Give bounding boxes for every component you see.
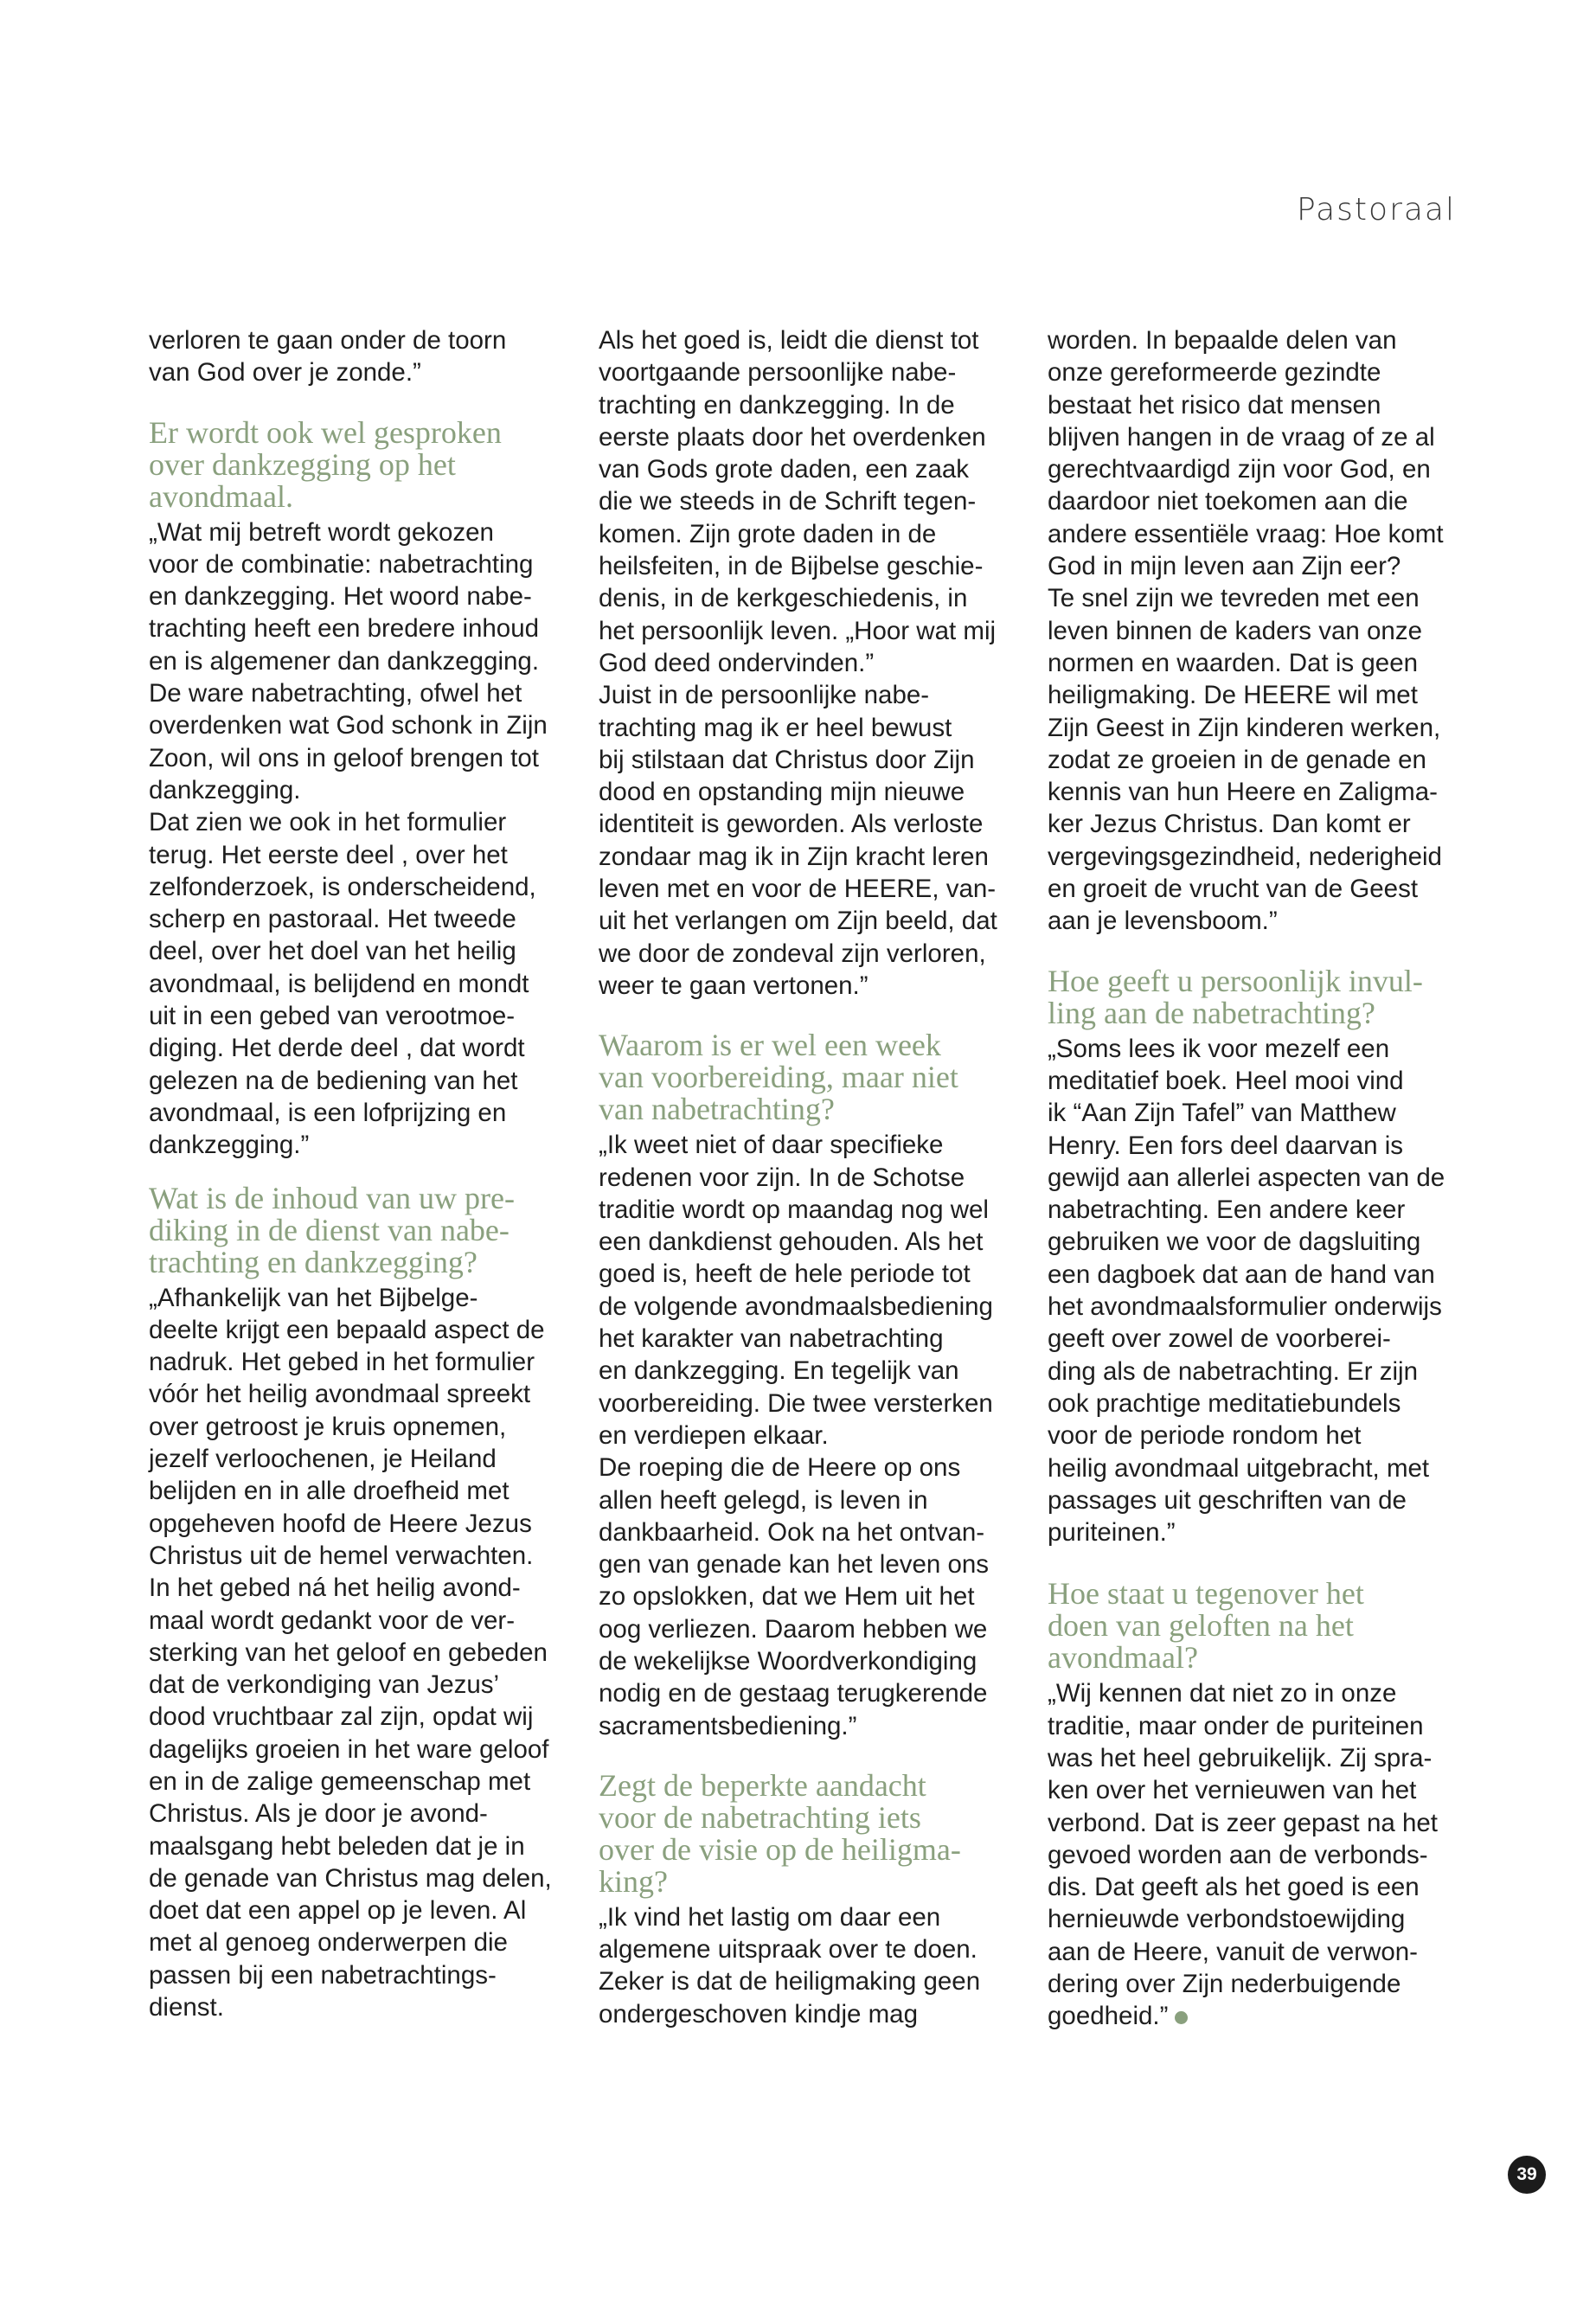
section-question-heading: Waarom is er wel een week van voorbereiding, maar niet van nabetrachting? (599, 1028, 958, 1127)
section-question-heading: Hoe staat u tegenover het doen van geloften na het avondmaal? (1048, 1576, 1364, 1676)
section-question-heading: Wat is de inhoud van uw pre- diking in de dienst van nabe- trachting en dankzegging? (149, 1180, 515, 1279)
body-text: „Afhankelijk van het Bijbelge- deelte krijgt een bepaald aspect de nadruk. Het gebed in het formulier vóór het heilig avondmaal spreekt over getroost je kruis opnemen, jezelf verloochenen, je Heiland belijden en in alle droefheid met opgeheven hoofd de Heere Jezus Christus uit de hemel verwachten. In het gebed ná het heilig avond- maal wordt gedankt voor de ver- sterking van het geloof en gebeden dat de verkondiging van Jezus’ dood vruchtbaar zal zijn, opdat wij dagelijks groeien in het ware geloof en in de zalige gemeenschap met Christus. Als je door je avond- maalsgang hebt beleden dat je in de genade van Christus mag delen, doet dat een appel op je leven. Al met al genoeg onderwerpen die passen bij een nabetrachtings- dienst. (149, 1283, 552, 2022)
body-text: worden. In bepaalde delen van onze gereformeerde gezindte bestaat het risico dat mensen blijven hangen in de vraag of ze al gerechtvaardigd zijn voor God, en daardoor niet toekomen aan die andere essentiële vraag: Hoe komt God in mijn leven aan Zijn eer? Te snel zijn we tevreden met een leven binnen de kaders van onze normen en waarden. Dat is geen heiligmaking. De HEERE wil met Zijn Geest in Zijn kinderen werken, zodat ze groeien in de genade en kennis van hun Heere en Zaligma- ker Jezus Christus. Dan komt er vergevingsgezindheid, nederigheid en groeit de vrucht van de Geest aan je levensboom.” (1048, 326, 1444, 936)
body-text: „Ik vind het lastig om daar een algemene uitspraak over te doen. Zeker is dat de heiligmaking geen ondergeschoven kindje mag (599, 1902, 981, 2029)
article-column-2 (599, 324, 1010, 2030)
section-label: Pastoraal (1297, 192, 1456, 228)
body-paragraph (149, 324, 560, 389)
body-paragraph (1048, 1677, 1463, 2032)
body-paragraph (599, 1901, 1010, 2030)
section-question-heading: Zegt de beperkte aandacht voor de nabetrachting iets over de visie op de heiligma- king? (599, 1767, 961, 1899)
article-column-1 (149, 324, 560, 2023)
section-question-heading: Er wordt ook wel gesproken over dankzegging op het avondmaal. (149, 414, 502, 514)
body-text: verloren te gaan onder de toorn van God over je zonde.” (149, 326, 507, 388)
body-text: „Soms lees ik voor mezelf een meditatief boek. Heel mooi vind ik “Aan Zijn Tafel” van Matthew Henry. Een fors deel daarvan is gewijd aan allerlei aspecten van de nabetrachting. Een andere keer gebruiken we voor de dagsluiting een dagboek dat aan de hand van het avondmaalsformulier onderwijs geeft over zowel de voorberei- ding als de nabetrachting. Er zijn ook prachtige meditatiebundels voor de periode rondom het heilig avondmaal uitgebracht, met passages uit geschriften van de puriteinen.” (1048, 1034, 1445, 1548)
body-paragraph (1048, 1033, 1463, 1549)
body-paragraph (599, 324, 1010, 1002)
body-text: „Wij kennen dat niet zo in onze traditie, maar onder de puriteinen was het heel gebruikelijk. Zij spra- ken over het vernieuwen van het verbond. Dat is zeer gepast na het gevoed worden aan de verbonds- dis. Dat geeft als het goed is een hernieuwde verbondstoewijding aan de Heere, vanuit de verwon- dering over Zijn nederbuigende goedheid.” (1048, 1679, 1438, 2031)
body-paragraph (149, 516, 560, 1162)
body-text: Als het goed is, leidt die dienst tot voortgaande persoonlijke nabe- trachting en dankzegging. In de eerste plaats door het overdenken van Gods grote daden, een zaak die we steeds in de Schrift tegen- komen. Zijn grote daden in de heilsfeiten, in de Bijbelse geschie- denis, in de kerkgeschiedenis, in het persoonlijk leven. „Hoor wat mij God deed ondervinden.” Juist in de persoonlijke nabe- trachting mag ik er heel bewust bij stilstaan dat Christus door Zijn dood en opstanding mijn nieuwe identiteit is geworden. Als verloste zondaar mag ik in Zijn kracht leren leven met en voor de HEERE, van- uit het verlangen om Zijn beeld, dat we door de zondeval zijn verloren, weer te gaan vertonen.” (599, 326, 997, 1000)
body-text: „Ik weet niet of daar specifieke redenen voor zijn. In de Schotse traditie wordt op maandag nog wel een dankdienst gehouden. Als het goed is, heeft de hele periode tot de volgende avondmaalsbediening het karakter van nabetrachting en dankzegging. En tegelijk van voorbereiding. Die twee versterken en verdiepen elkaar. De roeping die de Heere op ons allen heeft gelegd, is leven in dankbaarheid. Ook na het ontvan- gen van genade kan het leven ons zo opslokken, dat we Hem uit het oog verliezen. Daarom hebben we de wekelijkse Woordverkondiging nodig en de gestaag terugkerende sacramentsbediening.” (599, 1131, 993, 1740)
body-paragraph (1048, 324, 1463, 938)
body-paragraph (599, 1129, 1010, 1742)
section-question-heading: Hoe geeft u persoonlijk invul- ling aan de nabetrachting? (1048, 963, 1423, 1030)
body-paragraph (149, 1282, 560, 2024)
article-column-3 (1048, 324, 1463, 2033)
body-text: „Wat mij betreft wordt gekozen voor de combinatie: nabetrachting en dankzegging. Het woord nabe- trachting heeft een bredere inhoud en is algemener dan dankzegging. De ware nabetrachting, ofwel het overdenken wat God schonk in Zijn Zoon, wil ons in geloof brengen tot dankzegging. Dat zien we ook in het formulier terug. Het eerste deel , over het zelfonderzoek, is onderscheidend, scherp en pastoraal. Het tweede deel, over het doel van het heilig avondmaal, is belijdend en mondt uit in een gebed van verootmoe- diging. Het derde deel , dat wordt gelezen na de bediening van het avondmaal, is een lofprijzing en dankzegging.” (149, 517, 548, 1160)
page-number: 39 (1508, 2156, 1546, 2194)
end-of-article-dot (1175, 2011, 1188, 2024)
